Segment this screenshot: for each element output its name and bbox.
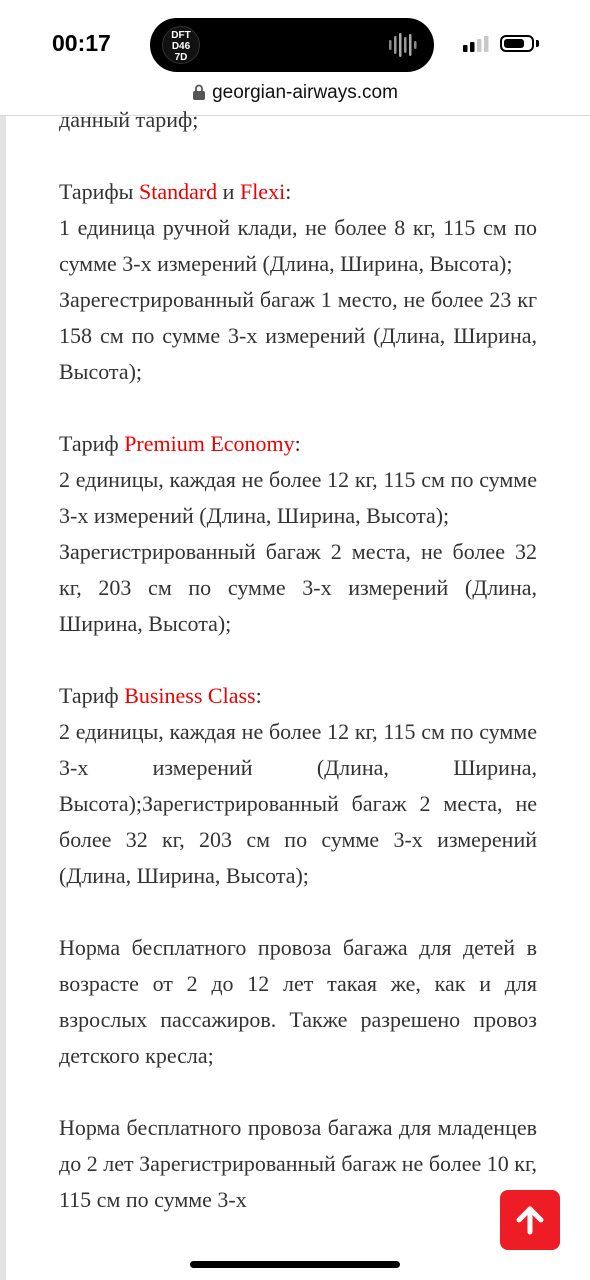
home-indicator[interactable] — [190, 1261, 400, 1268]
fare-name-flexi: Flexi — [239, 179, 286, 204]
fare-name-business-class: Business Class — [124, 683, 256, 708]
fare-heading-premium-economy: Тариф Premium Economy: — [59, 431, 301, 456]
fare-heading-business-class: Тариф Business Class: — [59, 683, 262, 708]
url-text: georgian-airways.com — [212, 82, 398, 103]
article-content — [59, 102, 537, 1218]
now-playing-logo: DFT D46 7D — [162, 26, 200, 64]
infant-baggage-paragraph: Норма бесплатного провоза багажа для младенцев до 2 лет Зарегистрированный багаж не более 10 кг, 115 см по сумме 3-х — [59, 1115, 537, 1212]
battery-level — [504, 39, 524, 48]
fare-heading-standard-flexi: Тарифы Standard и Flexi: — [59, 179, 292, 204]
fare-name-standard: Standard — [138, 179, 218, 204]
children-baggage-paragraph: Норма бесплатного провоза багажа для детей в возрасте от 2 до 12 лет такая же, как и для взрослых пассажиров. Также разрешено провоз детского кресла; — [59, 935, 537, 1068]
dynamic-island[interactable] — [150, 18, 434, 72]
cellular-signal-icon — [463, 36, 489, 52]
battery-icon — [500, 35, 534, 52]
business-baggage: 2 единицы, каждая не более 12 кг, 115 см по сумме 3-х измерений (Длина, Ширина, Высота);Зарегистрированный багаж 2 места, не более 32 кг, 203 см по сумме 3-х измерений (Длина, Ширина, Высота); — [59, 719, 537, 888]
standard-checked-baggage: Зарегестрированный багаж 1 место, не более 23 кг 158 см по сумме 3-х измерений (Длина, Ширина, Высота); — [59, 287, 537, 384]
content-left-border — [0, 116, 6, 1280]
paragraph-intro-tail: данный тариф; — [59, 107, 199, 132]
premium-checked-baggage: Зарегистрированный багаж 2 места, не более 32 кг, 203 см по сумме 3-х измерений (Длина, Ширина, Высота); — [59, 539, 537, 636]
lock-icon — [192, 84, 206, 100]
arrow-up-icon — [515, 1205, 545, 1235]
scroll-to-top-button[interactable] — [500, 1190, 560, 1250]
battery-tip — [536, 40, 539, 47]
audio-waveform-icon — [388, 32, 420, 58]
status-bar — [0, 0, 590, 80]
standard-hand-luggage: 1 единица ручной клади, не более 8 кг, 115 см по сумме 3-х измерений (Длина, Ширина, Высота); — [59, 215, 537, 276]
status-time: 00:17 — [52, 30, 111, 56]
premium-hand-luggage: 2 единицы, каждая не более 12 кг, 115 см по сумме 3-х измерений (Длина, Ширина, Высота); — [59, 467, 537, 528]
fare-name-premium-economy: Premium Economy — [124, 431, 295, 456]
